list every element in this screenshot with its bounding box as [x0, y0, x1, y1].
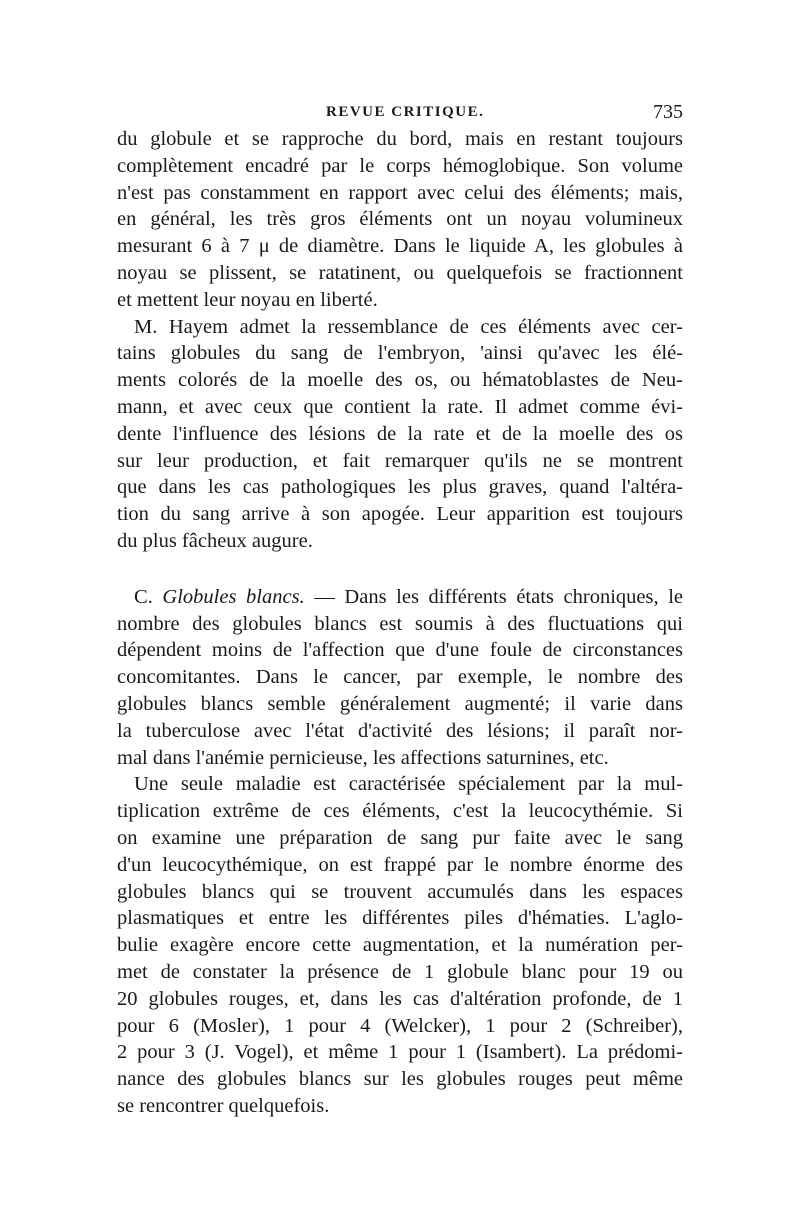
- body-text: [117, 126, 683, 1120]
- text-line: que dans les cas pathologiques les plus graves, quand l'altéra-: [117, 476, 683, 499]
- text-line: dépendent moins de l'affection que d'une foule de circonstances: [117, 639, 683, 662]
- text-line: se rencontrer quelquefois.: [117, 1094, 330, 1117]
- text-line: nombre des globules blancs est soumis à des fluctuations qui: [117, 612, 683, 635]
- text-line: on examine une préparation de sang pur faite avec le sang: [117, 826, 683, 849]
- running-title: REVUE CRITIQUE.: [326, 104, 485, 120]
- text-line: met de constater la présence de 1 globule blanc pour 19 ou: [117, 960, 683, 983]
- section-letter: C.: [134, 585, 163, 608]
- text-line: ments colorés de la moelle des os, ou hématoblastes de Neu-: [117, 369, 683, 392]
- paragraph-continued: [117, 126, 683, 314]
- running-header: [117, 100, 683, 124]
- text-line: concomitantes. Dans le cancer, par exemple, le nombre des: [117, 666, 683, 689]
- text-line: en général, les très gros éléments ont un noyau volumineux: [117, 208, 683, 231]
- text-line: noyau se plissent, se ratatinent, ou quelquefois se fractionnent: [117, 261, 683, 284]
- text-line: tains globules du sang de l'embryon, 'ainsi qu'avec les élé-: [117, 342, 683, 365]
- text-line: n'est pas constamment en rapport avec celui des éléments; mais,: [117, 181, 683, 204]
- text-fragment: — Dans les différents états chroniques, le: [304, 585, 683, 608]
- text-line: du plus fâcheux augure.: [117, 529, 313, 552]
- text-line: mann, et avec ceux que contient la rate. Il admet comme évi-: [117, 395, 683, 418]
- text-line: 2 pour 3 (J. Vogel), et même 1 pour 1 (Isambert). La prédomi-: [117, 1041, 683, 1064]
- section-spacer: [117, 555, 683, 584]
- text-line: d'un leucocythémique, on est frappé par le nombre énorme des: [117, 853, 683, 876]
- text-line: tiplication extrême de ces éléments, c'est la leucocythémie. Si: [117, 800, 683, 823]
- text-line: complètement encadré par le corps hémoglobique. Son volume: [117, 154, 683, 177]
- section-heading-line: [117, 584, 683, 611]
- text-line: Une seule maladie est caractérisée spécialement par la mul-: [134, 773, 683, 796]
- text-line: la tuberculose avec l'état d'activité des lésions; il paraît nor-: [117, 719, 683, 742]
- page-number: 735: [653, 101, 683, 123]
- text-line: 20 globules rouges, et, dans les cas d'altération profonde, de 1: [117, 987, 683, 1010]
- text-line: globules blancs semble généralement augmenté; il varie dans: [117, 692, 683, 715]
- section-title: Globules blancs.: [162, 585, 305, 608]
- text-line: du globule et se rapproche du bord, mais en restant toujours: [117, 128, 683, 150]
- paragraph-leucocythemie: [117, 771, 683, 1119]
- text-line: pour 6 (Mosler), 1 pour 4 (Welcker), 1 pour 2 (Schreiber),: [117, 1014, 683, 1037]
- text-line: plasmatiques et entre les différentes piles d'hématies. L'aglo-: [117, 907, 683, 930]
- text-line: tion du sang arrive à son apogée. Leur apparition est toujours: [117, 503, 683, 526]
- text-line: M. Hayem admet la ressemblance de ces éléments avec cer-: [134, 315, 683, 338]
- text-line: bulie exagère encore cette augmentation, et la numération per-: [117, 934, 683, 957]
- text-line: sur leur production, et fait remarquer qu'ils ne se montrent: [117, 449, 683, 472]
- text-line: nance des globules blancs sur les globules rouges peut même: [117, 1068, 683, 1091]
- section-globules-blancs: [117, 584, 683, 772]
- text-line: et mettent leur noyau en liberté.: [117, 288, 378, 311]
- text-line: dente l'influence des lésions de la rate et de la moelle des os: [117, 422, 683, 445]
- text-line: globules blancs qui se trouvent accumulés dans les espaces: [117, 880, 683, 903]
- paragraph-hayem: [117, 314, 683, 555]
- text-line: mesurant 6 à 7 μ de diamètre. Dans le liquide A, les globules à: [117, 235, 683, 258]
- text-line: mal dans l'anémie pernicieuse, les affections saturnines, etc.: [117, 746, 609, 769]
